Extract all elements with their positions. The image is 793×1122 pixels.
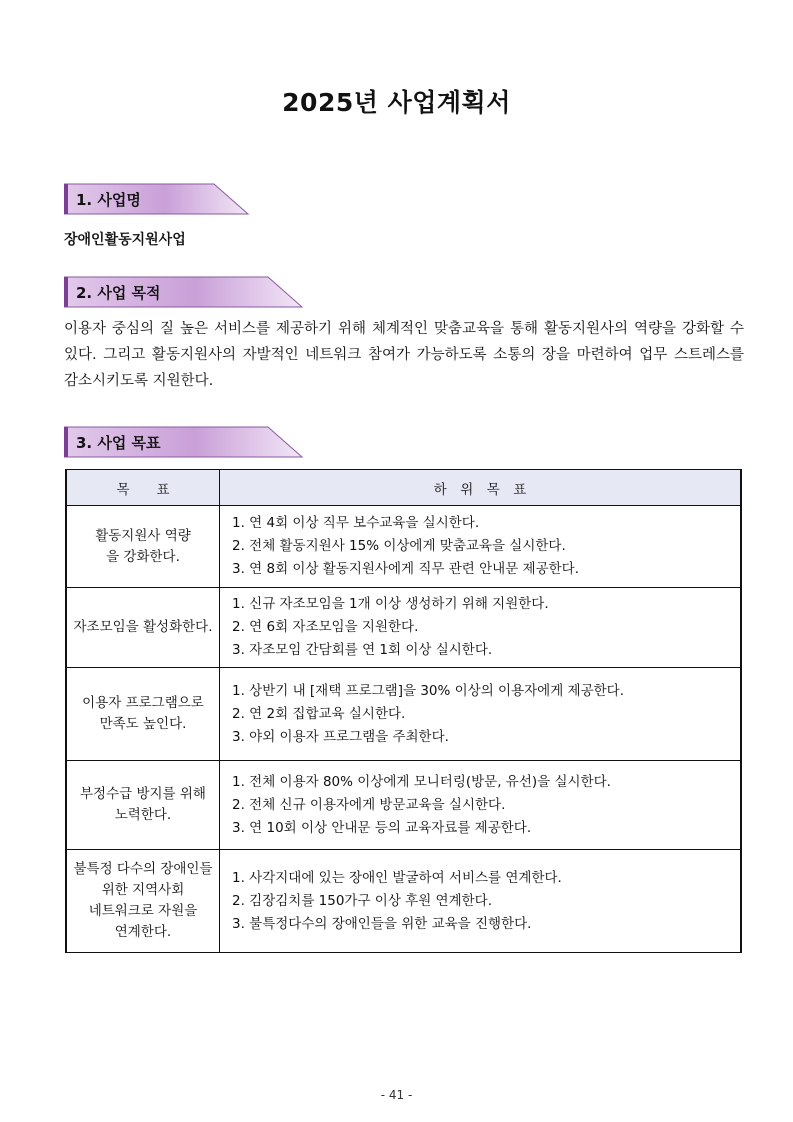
- sub-goal-column-header: 하 위 목 표: [220, 470, 742, 506]
- sub-goal-item: 1. 사각지대에 있는 장애인 발굴하여 서비스를 연계한다.: [232, 869, 562, 886]
- sub-goal-item: 1. 상반기 내 [재택 프로그램]을 30% 이상의 이용자에게 제공한다.: [232, 682, 624, 699]
- goal-cell: 이용자 프로그램으로 만족도 높인다.: [66, 668, 220, 761]
- business-name: 장애인활동지원사업: [64, 232, 186, 248]
- sub-goal-item: 3. 연 8회 이상 활동지원사에게 직무 관련 안내문 제공한다.: [232, 561, 579, 577]
- purpose-paragraph: 이용자 중심의 질 높은 서비스를 제공하기 위해 체계적인 맞춤교육을 통해 활동지원사의 역량을 강화할 수 있다. 그리고 활동지원사의 자발적인 네트워크 참여가 가능하도록 소통의 장을 마련하여 업무 스트레스를 감소시키도록 지원한다.: [64, 321, 744, 389]
- sub-goal-item: 3. 야외 이용자 프로그램을 주최한다.: [232, 728, 449, 745]
- table-row: [66, 850, 741, 953]
- sub-goals-cell: [220, 668, 742, 761]
- page-number: - 41 -: [380, 1088, 413, 1102]
- sub-goal-item: 2. 연 2회 집합교육 실시한다.: [232, 705, 406, 722]
- sub-goal-item: 2. 김장김치를 150가구 이상 후원 연계한다.: [232, 892, 493, 909]
- table-row: [66, 506, 741, 588]
- page-title: 2025년 사업계획서: [282, 88, 511, 117]
- goal-column-header: 목 표: [66, 470, 220, 506]
- goal-cell: 활동지원사 역량 을 강화한다.: [66, 506, 220, 588]
- section-heading-2: [64, 276, 304, 308]
- section-heading-label: 1. 사업명: [76, 191, 141, 209]
- sub-goal-item: 3. 자조모임 간담회를 연 1회 이상 실시한다.: [232, 642, 493, 658]
- sub-goal-item: 1. 전체 이용자 80% 이상에게 모니터링(방문, 유선)을 실시한다.: [232, 773, 611, 790]
- section-heading-1: [64, 183, 250, 215]
- sub-goal-item: 3. 연 10회 이상 안내문 등의 교육자료를 제공한다.: [232, 819, 532, 836]
- goal-cell: 부정수급 방지를 위해 노력한다.: [66, 761, 220, 850]
- section-heading-label: 3. 사업 목표: [76, 434, 161, 452]
- goal-cell: 불특정 다수의 장애인들 위한 지역사회 네트워크로 자원을 연계한다.: [66, 850, 220, 953]
- sub-goals-cell: [220, 506, 742, 588]
- table-row: [66, 668, 741, 761]
- table-row: [66, 761, 741, 850]
- section-heading-label: 2. 사업 목적: [76, 284, 161, 302]
- table-header-row: [66, 470, 741, 506]
- sub-goal-item: 1. 신규 자조모임을 1개 이상 생성하기 위해 지원한다.: [232, 596, 549, 612]
- sub-goals-cell: [220, 850, 742, 953]
- sub-goal-item: 2. 전체 신규 이용자에게 방문교육을 실시한다.: [232, 796, 506, 813]
- section-heading-3: [64, 426, 304, 458]
- sub-goal-item: 3. 불특정다수의 장애인들을 위한 교육을 진행한다.: [232, 915, 532, 932]
- sub-goal-item: 1. 연 4회 이상 직무 보수교육을 실시한다.: [232, 515, 480, 531]
- sub-goal-item: 2. 연 6회 자조모임을 지원한다.: [232, 619, 419, 635]
- sub-goals-cell: [220, 588, 742, 668]
- goals-table: [65, 469, 742, 953]
- goal-cell: 자조모임을 활성화한다.: [66, 588, 220, 668]
- table-row: [66, 588, 741, 668]
- sub-goal-item: 2. 전체 활동지원사 15% 이상에게 맞춤교육을 실시한다.: [232, 538, 566, 554]
- sub-goals-cell: [220, 761, 742, 850]
